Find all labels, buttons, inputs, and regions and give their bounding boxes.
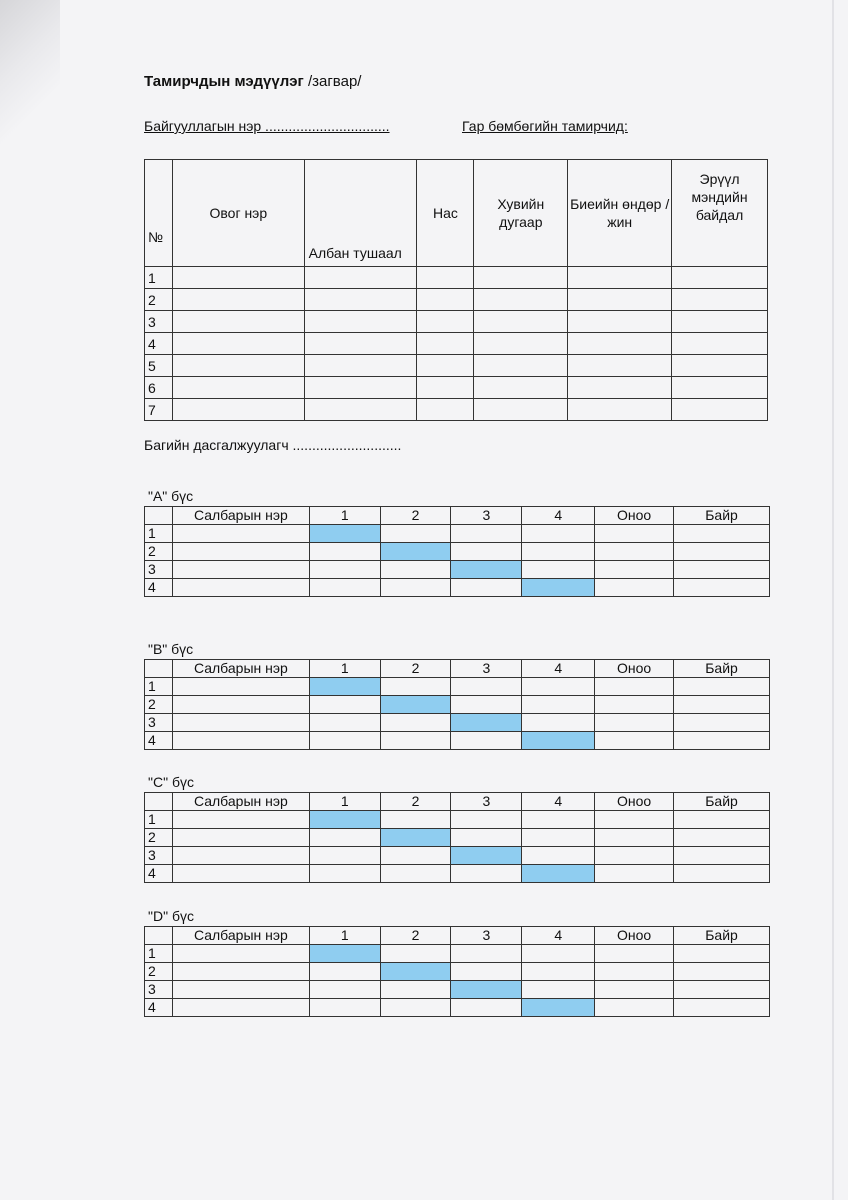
athlete-cell bbox=[172, 333, 304, 355]
athlete-cell bbox=[417, 399, 474, 421]
group-b-table bbox=[144, 659, 770, 750]
group-header-cell: 4 bbox=[522, 793, 595, 811]
group-cell bbox=[380, 945, 451, 963]
group-cell bbox=[451, 696, 522, 714]
athlete-cell bbox=[172, 355, 304, 377]
group-cell bbox=[674, 732, 770, 750]
self-match-cell bbox=[380, 696, 451, 714]
group-row bbox=[145, 579, 770, 597]
group-cell bbox=[595, 865, 674, 883]
group-header-cell: Салбарын нэр bbox=[172, 793, 309, 811]
group-cell bbox=[172, 945, 309, 963]
athlete-cell bbox=[474, 311, 568, 333]
athlete-cell bbox=[568, 399, 672, 421]
athlete-cell bbox=[568, 267, 672, 289]
athlete-row-number: 4 bbox=[145, 333, 173, 355]
self-match-cell bbox=[380, 543, 451, 561]
organization-line bbox=[144, 118, 664, 134]
athlete-cell bbox=[568, 377, 672, 399]
athlete-row bbox=[145, 267, 768, 289]
athlete-cell bbox=[672, 267, 768, 289]
athletes-label: Гар бөмбөгийн тамирчид: bbox=[462, 118, 628, 134]
group-header-cell: 2 bbox=[380, 927, 451, 945]
group-cell bbox=[451, 811, 522, 829]
group-row-number: 2 bbox=[145, 696, 173, 714]
group-cell bbox=[522, 963, 595, 981]
group-cell bbox=[172, 579, 309, 597]
group-cell bbox=[309, 865, 380, 883]
athlete-cell bbox=[474, 355, 568, 377]
group-cell bbox=[172, 696, 309, 714]
athlete-row-number: 2 bbox=[145, 289, 173, 311]
group-header-cell: 4 bbox=[522, 507, 595, 525]
athlete-cell bbox=[417, 355, 474, 377]
group-header-cell: 2 bbox=[380, 793, 451, 811]
group-header-cell: Салбарын нэр bbox=[172, 660, 309, 678]
self-match-cell bbox=[522, 865, 595, 883]
athlete-row-number: 3 bbox=[145, 311, 173, 333]
group-row bbox=[145, 865, 770, 883]
athlete-cell bbox=[304, 377, 417, 399]
athlete-row bbox=[145, 289, 768, 311]
group-cell bbox=[380, 678, 451, 696]
group-cell bbox=[674, 714, 770, 732]
athlete-cell bbox=[672, 399, 768, 421]
group-d-label: "D" бүс bbox=[148, 908, 194, 924]
group-cell bbox=[451, 945, 522, 963]
group-header-cell: Оноо bbox=[595, 927, 674, 945]
group-cell bbox=[522, 543, 595, 561]
group-cell bbox=[380, 981, 451, 999]
group-cell bbox=[451, 963, 522, 981]
group-cell bbox=[451, 732, 522, 750]
group-header-cell: 3 bbox=[451, 660, 522, 678]
athlete-cell bbox=[474, 267, 568, 289]
group-header-cell: 3 bbox=[451, 793, 522, 811]
athlete-cell bbox=[568, 311, 672, 333]
athlete-cell bbox=[172, 289, 304, 311]
athlete-cell bbox=[417, 377, 474, 399]
athlete-cell bbox=[304, 267, 417, 289]
athlete-cell bbox=[172, 311, 304, 333]
group-cell bbox=[451, 829, 522, 847]
group-row-number: 4 bbox=[145, 732, 173, 750]
group-cell bbox=[172, 543, 309, 561]
group-cell bbox=[595, 811, 674, 829]
group-header-cell: Байр bbox=[674, 507, 770, 525]
organization-label: Байгууллагын нэр ................................ bbox=[144, 118, 390, 134]
group-header-cell: 4 bbox=[522, 660, 595, 678]
self-match-cell bbox=[451, 847, 522, 865]
group-cell bbox=[172, 561, 309, 579]
group-row-number: 1 bbox=[145, 678, 173, 696]
group-cell bbox=[674, 981, 770, 999]
group-row-number: 4 bbox=[145, 579, 173, 597]
group-row bbox=[145, 561, 770, 579]
group-cell bbox=[309, 714, 380, 732]
self-match-cell bbox=[451, 981, 522, 999]
group-cell bbox=[380, 561, 451, 579]
group-cell bbox=[172, 847, 309, 865]
group-cell bbox=[309, 981, 380, 999]
group-cell bbox=[380, 999, 451, 1017]
athlete-row-number: 1 bbox=[145, 267, 173, 289]
group-cell bbox=[595, 999, 674, 1017]
group-row-number: 1 bbox=[145, 945, 173, 963]
group-header-cell: Оноо bbox=[595, 660, 674, 678]
group-a-label: "A" бүс bbox=[148, 488, 194, 504]
athlete-cell bbox=[568, 289, 672, 311]
group-row bbox=[145, 714, 770, 732]
athlete-cell bbox=[417, 289, 474, 311]
athlete-cell bbox=[304, 355, 417, 377]
group-row bbox=[145, 847, 770, 865]
group-c-table bbox=[144, 792, 770, 883]
group-cell bbox=[309, 579, 380, 597]
title-bold: Тамирчдын мэдүүлэг bbox=[144, 73, 308, 90]
group-c-label: "C" бүс bbox=[148, 774, 194, 790]
group-d-table bbox=[144, 926, 770, 1017]
athlete-cell bbox=[304, 311, 417, 333]
athlete-cell bbox=[568, 333, 672, 355]
group-cell bbox=[380, 865, 451, 883]
group-cell bbox=[674, 999, 770, 1017]
self-match-cell bbox=[451, 561, 522, 579]
group-row bbox=[145, 829, 770, 847]
group-row bbox=[145, 963, 770, 981]
athlete-cell bbox=[172, 377, 304, 399]
group-header-cell: Оноо bbox=[595, 507, 674, 525]
athlete-row-number: 5 bbox=[145, 355, 173, 377]
header-height-weight: Биеийн өндөр /жин bbox=[568, 160, 672, 267]
group-header-cell: 3 bbox=[451, 927, 522, 945]
group-cell bbox=[522, 561, 595, 579]
self-match-cell bbox=[380, 829, 451, 847]
athlete-row bbox=[145, 333, 768, 355]
group-cell bbox=[595, 732, 674, 750]
header-health: Эрүүл мэндийн байдал bbox=[672, 160, 768, 267]
group-cell bbox=[674, 525, 770, 543]
athlete-cell bbox=[672, 333, 768, 355]
group-header-row bbox=[145, 793, 770, 811]
group-header-cell: Байр bbox=[674, 660, 770, 678]
group-cell bbox=[595, 678, 674, 696]
group-cell bbox=[595, 579, 674, 597]
group-cell bbox=[309, 543, 380, 561]
group-cell bbox=[451, 865, 522, 883]
group-cell bbox=[674, 945, 770, 963]
athlete-cell bbox=[172, 267, 304, 289]
group-cell bbox=[522, 696, 595, 714]
group-cell bbox=[595, 945, 674, 963]
group-cell bbox=[309, 696, 380, 714]
group-cell bbox=[451, 525, 522, 543]
group-header-cell: Салбарын нэр bbox=[172, 507, 309, 525]
group-header-cell: 2 bbox=[380, 507, 451, 525]
group-cell bbox=[595, 714, 674, 732]
group-cell bbox=[380, 714, 451, 732]
coach-line: Багийн дасгалжуулагч ............................ bbox=[144, 437, 402, 453]
group-cell bbox=[522, 678, 595, 696]
group-cell bbox=[451, 999, 522, 1017]
group-cell bbox=[522, 847, 595, 865]
group-cell bbox=[172, 678, 309, 696]
group-row-number: 2 bbox=[145, 829, 173, 847]
group-header-cell: 1 bbox=[309, 793, 380, 811]
group-row bbox=[145, 811, 770, 829]
group-cell bbox=[674, 811, 770, 829]
group-row-number: 1 bbox=[145, 811, 173, 829]
header-id-number: Хувийн дугаар bbox=[474, 160, 568, 267]
group-row bbox=[145, 678, 770, 696]
group-cell bbox=[309, 999, 380, 1017]
group-header-row bbox=[145, 507, 770, 525]
group-cell bbox=[522, 811, 595, 829]
group-cell bbox=[674, 829, 770, 847]
group-cell bbox=[674, 561, 770, 579]
group-cell bbox=[172, 999, 309, 1017]
group-header-blank bbox=[145, 793, 173, 811]
group-cell bbox=[380, 811, 451, 829]
group-row bbox=[145, 981, 770, 999]
athlete-cell bbox=[672, 289, 768, 311]
self-match-cell bbox=[522, 999, 595, 1017]
athlete-row-number: 7 bbox=[145, 399, 173, 421]
group-header-cell: Оноо bbox=[595, 793, 674, 811]
page-title bbox=[144, 73, 361, 90]
group-header-cell: Байр bbox=[674, 793, 770, 811]
group-cell bbox=[674, 963, 770, 981]
group-header-blank bbox=[145, 927, 173, 945]
group-cell bbox=[380, 847, 451, 865]
group-row-number: 1 bbox=[145, 525, 173, 543]
group-cell bbox=[595, 829, 674, 847]
group-cell bbox=[522, 945, 595, 963]
group-row bbox=[145, 696, 770, 714]
athlete-cell bbox=[172, 399, 304, 421]
athlete-row bbox=[145, 355, 768, 377]
group-cell bbox=[380, 525, 451, 543]
athlete-row bbox=[145, 399, 768, 421]
group-header-blank bbox=[145, 507, 173, 525]
self-match-cell bbox=[309, 945, 380, 963]
self-match-cell bbox=[380, 963, 451, 981]
header-name: Овог нэр bbox=[172, 160, 304, 267]
group-header-cell: 3 bbox=[451, 507, 522, 525]
group-row-number: 3 bbox=[145, 714, 173, 732]
group-cell bbox=[522, 981, 595, 999]
athlete-cell bbox=[672, 377, 768, 399]
group-cell bbox=[674, 865, 770, 883]
header-number: № bbox=[145, 160, 173, 267]
group-cell bbox=[674, 696, 770, 714]
group-cell bbox=[172, 865, 309, 883]
group-cell bbox=[674, 543, 770, 561]
paper-edge bbox=[832, 0, 834, 1200]
group-cell bbox=[172, 732, 309, 750]
athletes-header-row bbox=[145, 160, 768, 267]
athlete-cell bbox=[672, 311, 768, 333]
athlete-cell bbox=[474, 399, 568, 421]
group-cell bbox=[451, 579, 522, 597]
group-row-number: 4 bbox=[145, 865, 173, 883]
group-cell bbox=[309, 829, 380, 847]
group-cell bbox=[380, 579, 451, 597]
group-cell bbox=[451, 543, 522, 561]
group-cell bbox=[172, 829, 309, 847]
athlete-cell bbox=[417, 267, 474, 289]
header-position: Албан тушаал bbox=[304, 160, 417, 267]
athlete-cell bbox=[304, 399, 417, 421]
group-header-cell: 2 bbox=[380, 660, 451, 678]
header-age: Нас bbox=[417, 160, 474, 267]
athlete-cell bbox=[672, 355, 768, 377]
group-header-cell: 1 bbox=[309, 507, 380, 525]
group-row-number: 3 bbox=[145, 561, 173, 579]
self-match-cell bbox=[309, 811, 380, 829]
group-row-number: 3 bbox=[145, 847, 173, 865]
title-suffix: /загвар/ bbox=[307, 73, 362, 90]
group-header-row bbox=[145, 927, 770, 945]
athlete-row-number: 6 bbox=[145, 377, 173, 399]
group-row bbox=[145, 999, 770, 1017]
group-cell bbox=[595, 963, 674, 981]
group-cell bbox=[309, 963, 380, 981]
group-cell bbox=[522, 829, 595, 847]
athlete-cell bbox=[568, 355, 672, 377]
group-cell bbox=[595, 981, 674, 999]
group-cell bbox=[595, 525, 674, 543]
self-match-cell bbox=[309, 525, 380, 543]
group-row bbox=[145, 945, 770, 963]
athlete-cell bbox=[417, 333, 474, 355]
group-cell bbox=[595, 543, 674, 561]
group-cell bbox=[380, 732, 451, 750]
paper-fold bbox=[0, 0, 60, 150]
group-header-cell: Байр bbox=[674, 927, 770, 945]
self-match-cell bbox=[309, 678, 380, 696]
athlete-row bbox=[145, 377, 768, 399]
group-row bbox=[145, 732, 770, 750]
group-header-row bbox=[145, 660, 770, 678]
athlete-cell bbox=[474, 333, 568, 355]
athlete-cell bbox=[304, 289, 417, 311]
group-header-cell: 1 bbox=[309, 660, 380, 678]
self-match-cell bbox=[522, 732, 595, 750]
self-match-cell bbox=[522, 579, 595, 597]
group-cell bbox=[522, 525, 595, 543]
group-header-blank bbox=[145, 660, 173, 678]
group-row bbox=[145, 525, 770, 543]
group-header-cell: Салбарын нэр bbox=[172, 927, 309, 945]
athlete-cell bbox=[474, 289, 568, 311]
group-cell bbox=[309, 732, 380, 750]
athlete-cell bbox=[417, 311, 474, 333]
group-cell bbox=[595, 696, 674, 714]
group-row-number: 3 bbox=[145, 981, 173, 999]
group-cell bbox=[674, 678, 770, 696]
group-cell bbox=[172, 525, 309, 543]
group-cell bbox=[595, 561, 674, 579]
group-cell bbox=[309, 561, 380, 579]
group-header-cell: 1 bbox=[309, 927, 380, 945]
athlete-row bbox=[145, 311, 768, 333]
group-cell bbox=[172, 714, 309, 732]
group-row-number: 2 bbox=[145, 543, 173, 561]
group-b-label: "B" бүс bbox=[148, 641, 194, 657]
group-header-cell: 4 bbox=[522, 927, 595, 945]
group-cell bbox=[522, 714, 595, 732]
group-cell bbox=[595, 847, 674, 865]
group-cell bbox=[172, 811, 309, 829]
athletes-table bbox=[144, 159, 768, 421]
self-match-cell bbox=[451, 714, 522, 732]
group-cell bbox=[674, 579, 770, 597]
group-cell bbox=[451, 678, 522, 696]
group-row-number: 2 bbox=[145, 963, 173, 981]
group-cell bbox=[674, 847, 770, 865]
group-row bbox=[145, 543, 770, 561]
group-cell bbox=[172, 963, 309, 981]
athlete-cell bbox=[304, 333, 417, 355]
group-cell bbox=[172, 981, 309, 999]
athlete-cell bbox=[474, 377, 568, 399]
group-a-table bbox=[144, 506, 770, 597]
group-cell bbox=[309, 847, 380, 865]
group-row-number: 4 bbox=[145, 999, 173, 1017]
